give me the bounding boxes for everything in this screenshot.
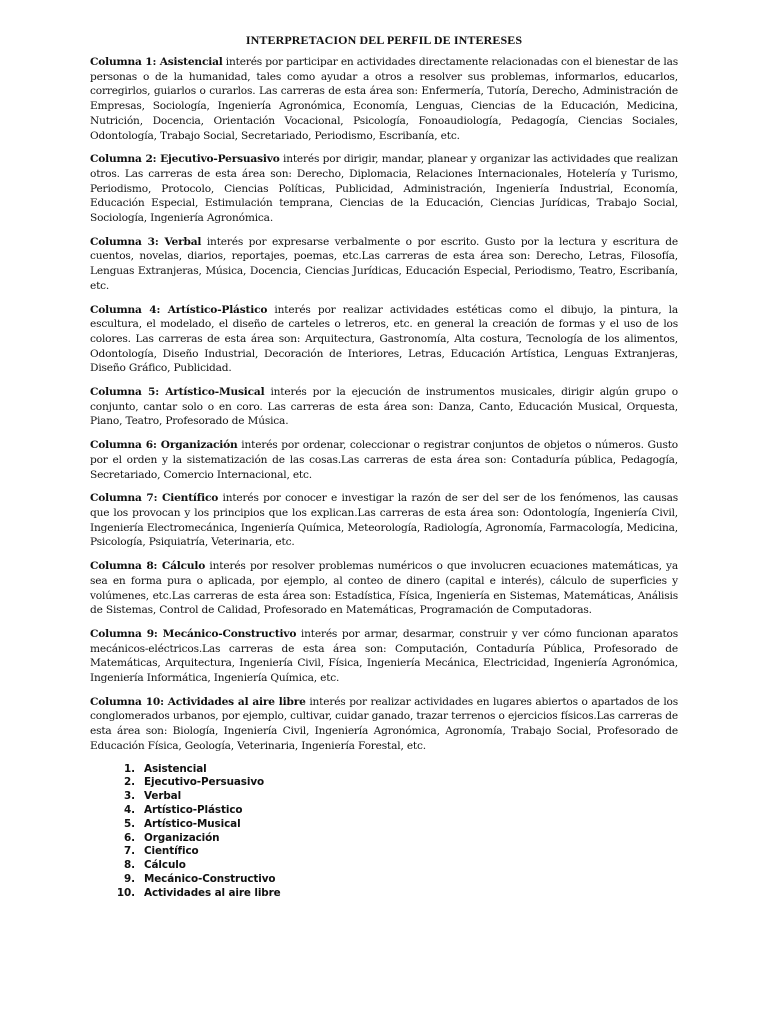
list-item-number: 10.: [116, 886, 135, 899]
list-item-label: Artístico-Plástico: [144, 803, 243, 816]
column-6-heading: Columna 6: Organización: [90, 439, 238, 452]
column-7-paragraph: [90, 491, 678, 550]
list-item-number: 9.: [124, 872, 135, 885]
list-item: [113, 832, 678, 846]
document-page: [90, 33, 678, 901]
list-item: [113, 776, 678, 790]
column-9-paragraph: [90, 627, 678, 686]
list-item: [113, 763, 678, 777]
column-2-description: interés por dirigir, mandar, planear y organizar las actividades que realizan otros. Las carreras de esta área son: Derecho, Diplomacia, Relaciones Internacionales, Hotelería y Turismo, Periodismo, Protocolo, Ciencias Políticas, Publicidad, Administración, Ingeniería Industrial, Economía, Educación Especial, Estimulación temprana, Ciencias de la Educación, Ciencias Jurídicas, Trabajo Social, Sociología, Ingeniería Agronómica.: [90, 153, 678, 225]
column-7-description: interés por conocer e investigar la razón de ser del ser de los fenómenos, las causas que los provocan y los principios que los explican.Las carreras de esta área son: Odontología, Ingeniería Civil, Ingeniería Electromecánica, Ingeniería Química, Meteorología, Radiología, Agronomía, Farmacología, Medicina, Psicología, Psiquiatría, Veterinaria, etc.: [90, 492, 678, 549]
list-item: [113, 887, 678, 901]
list-item: [113, 845, 678, 859]
column-8-description: interés por resolver problemas numéricos o que involucren ecuaciones matemáticas, ya sea en forma pura o aplicada, por ejemplo, al conteo de dinero (capital e interés), cálculo de superficies y volúmenes, etc.Las carreras de esta área son: Estadística, Física, Ingeniería en Sistemas, Matemáticas, Análisis de Sistemas, Control de Calidad, Profesorado en Matemáticas, Programación de Computadoras.: [90, 560, 678, 617]
list-item-label: Asistencial: [144, 762, 207, 775]
column-6-description: interés por ordenar, coleccionar o registrar conjuntos de objetos o números. Gusto por el orden y la sistematización de las cosas.Las carreras de esta área son: Contaduría pública, Pedagogía, Secretariado, Comercio Internacional, etc.: [90, 439, 679, 481]
column-5-heading: Columna 5: Artístico-Musical: [90, 386, 265, 399]
column-2-paragraph: [90, 152, 678, 226]
column-8-paragraph: [90, 559, 678, 618]
column-4-paragraph: [90, 303, 678, 377]
list-item: [113, 818, 678, 832]
list-item-number: 3.: [124, 790, 135, 803]
column-3-heading: Columna 3: Verbal: [90, 235, 202, 248]
column-3-description: interés por expresarse verbalmente o por escrito. Gusto por la lectura y escritura de cuentos, novelas, diarios, reportajes, poemas, etc.Las carreras de esta área son: Derecho, Letras, Filosofía, Lenguas Extranjeras, Música, Docencia, Ciencias Jurídicas, Educación Especial, Periodismo, Teatro, Escribanía, etc.: [90, 235, 678, 292]
column-3-paragraph: [90, 235, 678, 294]
column-5-description: interés por la ejecución de instrumentos musicales, dirigir algún grupo o conjunto, cantar solo o en coro. Las carreras de esta área son: Danza, Canto, Educación Musical, Orquesta, Piano, Teatro, Profesorado de Música.: [90, 386, 678, 428]
column-5-paragraph: [90, 385, 678, 429]
column-1-paragraph: [90, 55, 678, 143]
list-item: [113, 859, 678, 873]
list-item-number: 6.: [124, 831, 135, 844]
column-7-heading: Columna 7: Científico: [90, 492, 219, 505]
column-9-description: interés por armar, desarmar, construir y ver cómo funcionan aparatos mecánicos-eléctricos.Las carreras de esta área son: Computación, Contaduría Pública, Profesorado de Matemáticas, Arquitectura, Ingeniería Civil, Física, Ingeniería Mecánica, Electricidad, Ingeniería Agronómica, Ingeniería Informática, Ingeniería Química, etc.: [90, 627, 678, 685]
list-item-label: Organización: [144, 831, 220, 844]
list-item-number: 8.: [124, 859, 135, 872]
column-2-heading: Columna 2: Ejecutivo-Persuasivo: [90, 153, 280, 166]
list-item-label: Actividades al aire libre: [144, 886, 281, 899]
list-item: [113, 804, 678, 818]
list-item-number: 5.: [124, 817, 135, 830]
list-item-label: Mecánico-Constructivo: [144, 872, 276, 885]
list-item: [113, 873, 678, 887]
list-item-label: Científico: [144, 845, 199, 858]
column-8-heading: Columna 8: Cálculo: [90, 560, 206, 573]
column-10-paragraph: [90, 695, 678, 754]
column-4-description: interés por realizar actividades estéticas como el dibujo, la pintura, la escultura, el modelado, el diseño de carteles o letreros, etc. en general la creación de formas y el uso de los colores. Las carreras de esta área son: Arquitectura, Gastronomía, Alta costura, Tecnología de los alimentos, Odontología, Diseño Industrial, Decoración de Interiores, Letras, Educación Artística, Lenguas Extranjeras, Diseño Gráfico, Publicidad.: [90, 303, 678, 375]
list-item-label: Verbal: [144, 790, 182, 803]
column-10-heading: Columna 10: Actividades al aire libre: [90, 695, 306, 708]
column-9-heading: Columna 9: Mecánico-Constructivo: [90, 627, 297, 640]
list-item-number: 7.: [124, 845, 135, 858]
summary-list: [90, 763, 678, 901]
column-6-paragraph: [90, 438, 678, 482]
column-10-description: interés por realizar actividades en lugares abiertos o apartados de los conglomerados urbanos, por ejemplo, cultivar, cuidar ganado, trazar terrenos o ejercicios físicos.Las carreras de esta área son: Biología, Ingeniería Civil, Ingeniería Agronómica, Agronomía, Trabajo Social, Profesorado de Educación Física, Geología, Veterinaria, Ingeniería Forestal, etc.: [90, 695, 678, 752]
column-4-heading: Columna 4: Artístico-Plástico: [90, 303, 268, 316]
column-1-description: interés por participar en actividades directamente relacionadas con el bienestar de las personas o de la humanidad, tales como ayudar a otros a resolver sus problemas, informarlos, educarlos, corregirlos, guiarlos o curarlos. Las carreras de esta área son: Enfermería, Tutoría, Derecho, Administración de Empresas, Sociología, Ingeniería Agronómica, Economía, Lenguas, Ciencias de la Educación, Medicina, Nutrición, Docencia, Orientación Vocacional, Psicología, Fonoaudiología, Pedagogía, Ciencias Sociales, Odontología, Trabajo Social, Secretariado, Periodismo, Escribanía, etc.: [90, 56, 678, 142]
column-1-heading: Columna 1: Asistencial: [90, 56, 223, 68]
list-item-number: 1.: [124, 762, 135, 775]
list-item-label: Artístico-Musical: [144, 817, 241, 830]
list-item: [113, 790, 678, 804]
list-item-label: Cálculo: [144, 859, 186, 872]
list-item-number: 4.: [124, 803, 135, 816]
list-item-label: Ejecutivo-Persuasivo: [144, 776, 265, 789]
document-title: INTERPRETACION DEL PERFIL DE INTERESES: [245, 33, 523, 47]
list-item-number: 2.: [124, 776, 135, 789]
